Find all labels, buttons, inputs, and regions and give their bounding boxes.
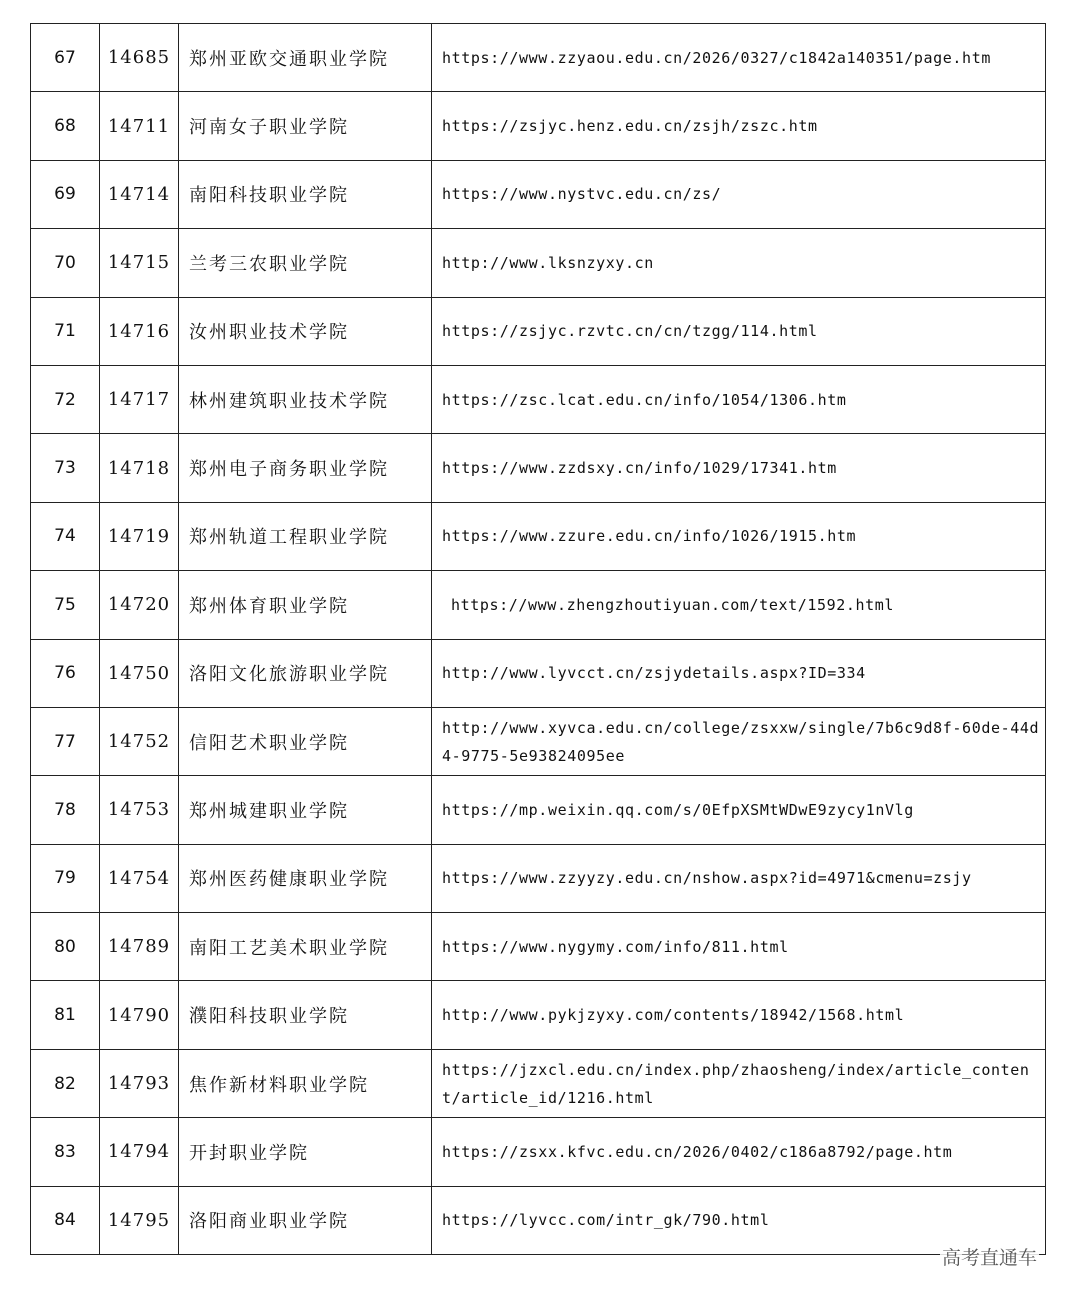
row-index: 80 xyxy=(31,913,100,981)
school-name: 开封职业学院 xyxy=(179,1118,432,1186)
school-name: 濮阳科技职业学院 xyxy=(179,981,432,1049)
school-name: 南阳工艺美术职业学院 xyxy=(179,913,432,981)
school-url: https://www.zzure.edu.cn/info/1026/1915.htm xyxy=(432,502,1046,570)
table-row xyxy=(31,434,1046,502)
row-index: 68 xyxy=(31,92,100,160)
school-url: https://zsjyc.rzvtc.cn/cn/tzgg/114.html xyxy=(432,297,1046,365)
school-name: 郑州医药健康职业学院 xyxy=(179,844,432,912)
school-url: https://www.zzdsxy.cn/info/1029/17341.htm xyxy=(432,434,1046,502)
table-row xyxy=(31,502,1046,570)
school-code: 14789 xyxy=(100,913,179,981)
row-index: 74 xyxy=(31,502,100,570)
college-url-table xyxy=(30,23,1046,1255)
school-url: https://www.zhengzhoutiyuan.com/text/1592.html xyxy=(432,571,1046,639)
school-name: 信阳艺术职业学院 xyxy=(179,707,432,775)
school-name: 郑州亚欧交通职业学院 xyxy=(179,24,432,92)
table-row xyxy=(31,639,1046,707)
row-index: 77 xyxy=(31,707,100,775)
school-name: 林州建筑职业技术学院 xyxy=(179,365,432,433)
school-code: 14714 xyxy=(100,160,179,228)
school-code: 14685 xyxy=(100,24,179,92)
table-row xyxy=(31,981,1046,1049)
table-row xyxy=(31,1186,1046,1254)
school-name: 兰考三农职业学院 xyxy=(179,229,432,297)
school-url: https://www.nystvc.edu.cn/zs/ xyxy=(432,160,1046,228)
row-index: 79 xyxy=(31,844,100,912)
school-code: 14719 xyxy=(100,502,179,570)
table-row xyxy=(31,160,1046,228)
row-index: 76 xyxy=(31,639,100,707)
school-code: 14752 xyxy=(100,707,179,775)
row-index: 72 xyxy=(31,365,100,433)
table-row xyxy=(31,1118,1046,1186)
row-index: 75 xyxy=(31,571,100,639)
school-name: 汝州职业技术学院 xyxy=(179,297,432,365)
school-url: http://www.xyvca.edu.cn/college/zsxxw/single/7b6c9d8f-60de-44d4-9775-5e93824095ee xyxy=(432,707,1046,775)
school-code: 14790 xyxy=(100,981,179,1049)
table-row xyxy=(31,776,1046,844)
school-code: 14715 xyxy=(100,229,179,297)
row-index: 70 xyxy=(31,229,100,297)
row-index: 81 xyxy=(31,981,100,1049)
school-name: 郑州体育职业学院 xyxy=(179,571,432,639)
table-row xyxy=(31,92,1046,160)
school-name: 郑州轨道工程职业学院 xyxy=(179,502,432,570)
school-url: https://jzxcl.edu.cn/index.php/zhaosheng/index/article_content/article_id/1216.html xyxy=(432,1049,1046,1117)
school-url: http://www.pykjzyxy.com/contents/18942/1568.html xyxy=(432,981,1046,1049)
school-name: 河南女子职业学院 xyxy=(179,92,432,160)
school-name: 南阳科技职业学院 xyxy=(179,160,432,228)
school-url: http://www.lksnzyxy.cn xyxy=(432,229,1046,297)
school-name: 郑州城建职业学院 xyxy=(179,776,432,844)
school-code: 14711 xyxy=(100,92,179,160)
school-code: 14793 xyxy=(100,1049,179,1117)
table-row xyxy=(31,229,1046,297)
row-index: 71 xyxy=(31,297,100,365)
table-row xyxy=(31,571,1046,639)
school-url: https://zsjyc.henz.edu.cn/zsjh/zszc.htm xyxy=(432,92,1046,160)
school-code: 14754 xyxy=(100,844,179,912)
school-url: https://www.nygymy.com/info/811.html xyxy=(432,913,1046,981)
row-index: 83 xyxy=(31,1118,100,1186)
table-row xyxy=(31,365,1046,433)
watermark-text: 高考直通车 xyxy=(940,1243,1039,1270)
school-code: 14717 xyxy=(100,365,179,433)
school-code: 14753 xyxy=(100,776,179,844)
row-index: 78 xyxy=(31,776,100,844)
table-row xyxy=(31,707,1046,775)
table-body xyxy=(31,24,1046,1255)
school-code: 14718 xyxy=(100,434,179,502)
table-row xyxy=(31,297,1046,365)
school-code: 14750 xyxy=(100,639,179,707)
table-row xyxy=(31,24,1046,92)
row-index: 69 xyxy=(31,160,100,228)
school-url: https://zsc.lcat.edu.cn/info/1054/1306.htm xyxy=(432,365,1046,433)
school-name: 洛阳商业职业学院 xyxy=(179,1186,432,1254)
table-row xyxy=(31,913,1046,981)
school-url: https://lyvcc.com/intr_gk/790.html xyxy=(432,1186,1046,1254)
school-code: 14716 xyxy=(100,297,179,365)
table-row xyxy=(31,1049,1046,1117)
row-index: 73 xyxy=(31,434,100,502)
row-index: 84 xyxy=(31,1186,100,1254)
row-index: 67 xyxy=(31,24,100,92)
school-code: 14720 xyxy=(100,571,179,639)
row-index: 82 xyxy=(31,1049,100,1117)
school-url: https://www.zzyyzy.edu.cn/nshow.aspx?id=4971&cmenu=zsjy xyxy=(432,844,1046,912)
school-name: 洛阳文化旅游职业学院 xyxy=(179,639,432,707)
table-row xyxy=(31,844,1046,912)
school-code: 14794 xyxy=(100,1118,179,1186)
school-name: 焦作新材料职业学院 xyxy=(179,1049,432,1117)
school-code: 14795 xyxy=(100,1186,179,1254)
school-url: http://www.lyvcct.cn/zsjydetails.aspx?ID=334 xyxy=(432,639,1046,707)
school-url: https://mp.weixin.qq.com/s/0EfpXSMtWDwE9zycy1nVlg xyxy=(432,776,1046,844)
school-url: https://www.zzyaou.edu.cn/2026/0327/c1842a140351/page.htm xyxy=(432,24,1046,92)
school-url: https://zsxx.kfvc.edu.cn/2026/0402/c186a8792/page.htm xyxy=(432,1118,1046,1186)
school-name: 郑州电子商务职业学院 xyxy=(179,434,432,502)
